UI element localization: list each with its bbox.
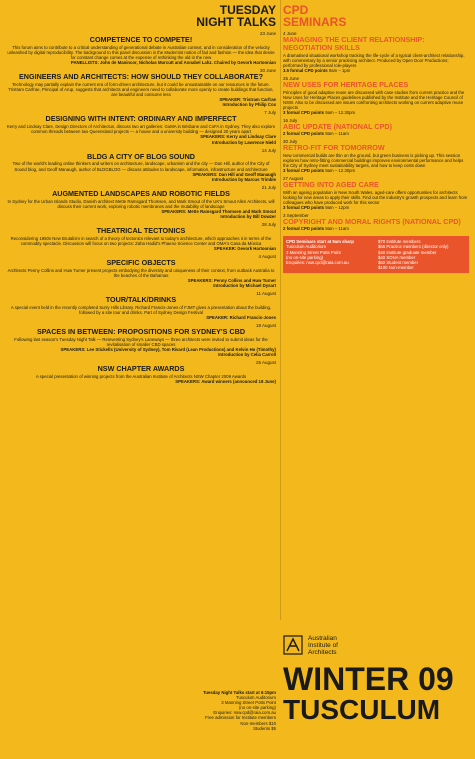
talk-speaker: PANELLISTS: John de Manincor, Nicholas Murcutt and Annabel Lahz. Chaired by Gevork Hartoonian bbox=[70, 60, 276, 66]
talk-title: THEATRICAL TECTONICS bbox=[96, 225, 186, 235]
talk-description: Architects Penny Collins and Huw Turner present projects embodying the diversity and uniqueness of their context, from outback Australia to the beaches of the Bahamas bbox=[7, 267, 275, 278]
talk-description: A special presentation of winning projects from the Australian Institute of Architects NSW Chapter 2009 Awards bbox=[35, 374, 247, 380]
seminar-item bbox=[283, 213, 469, 231]
talk-description: This forum aims to contribute to a critical understanding of generational debate in Australian context, and in consideration of the velocity unleashed by digital reproducibility. The background to this panel discussion is the Modernist notion of fad and fashion — the idea that desire for constant change comes at the expense of rethinking the old in the new bbox=[7, 44, 275, 60]
talk-item bbox=[6, 291, 276, 320]
talk-introduction: Introduction by Celia Carroll bbox=[218, 352, 276, 358]
talk-description: Reconsidering 1950s New Brutalism in search of a theory of tectonics relevant to today's architecture, which approaches it in terms of the commodity spectacle. Discussion will focus on two projects: Zaha Hadid's Phaeno Science Center and OMA's Casa da Música bbox=[10, 235, 272, 246]
talk-speaker: SPEAKERS: Kerry and Lindsay Clare bbox=[200, 134, 276, 140]
aia-logo-text bbox=[308, 635, 338, 656]
talk-title: AUGMENTED LANDSCAPES AND ROBOTIC FIELDS bbox=[52, 188, 230, 198]
seminar-cpd-points bbox=[283, 168, 469, 173]
talks-header-line-2: NIGHT TALKS bbox=[196, 15, 276, 29]
talk-item bbox=[6, 68, 276, 107]
seminar-title: GETTING INTO AGED CARE bbox=[283, 180, 379, 190]
cpd-seminars-column bbox=[283, 4, 469, 273]
column-divider bbox=[280, 0, 281, 620]
seminar-time: 9am – 1pm bbox=[328, 67, 351, 73]
talk-introduction: Introduction by Lawrence Nield bbox=[212, 139, 276, 145]
cpd-price-line: $70 Institute members bbox=[378, 239, 421, 245]
tuesday-night-talks-column bbox=[6, 4, 276, 384]
seminar-item bbox=[283, 31, 469, 73]
talk-title: ENGINEERS AND ARCHITECTS: HOW SHOULD THEY COLLABORATE? bbox=[19, 72, 263, 82]
talk-title: SPACES IN BETWEEN: PROPOSITIONS FOR SYDNEY'S CBD bbox=[36, 327, 246, 337]
talk-description: Kerry and Lindsay Clare, Design Directors of Architectus, discuss two art galleries: GoMA in Brisbane and CoFA in Sydney. They also explore common threads between two Queensland projects — a house and a university building — designed 20 years apart bbox=[6, 124, 276, 135]
cpd-points-value: 3 formal CPD points bbox=[283, 205, 325, 211]
cpd-points-value: 3 formal CPD points bbox=[283, 168, 325, 174]
seminar-title: NEW USES FOR HERITAGE PLACES bbox=[283, 79, 409, 89]
cpd-points-value: 2 formal CPD points bbox=[283, 226, 325, 232]
talk-item bbox=[6, 222, 276, 251]
talk-date: 30 June bbox=[259, 68, 276, 74]
logo-line-1: Australian bbox=[308, 634, 337, 642]
talk-item bbox=[6, 148, 276, 182]
talk-speaker: SPEAKER: Tristram Carfrae bbox=[219, 97, 276, 103]
cpd-venue-line: Enquiries: nsw.cpd@raia.com.au bbox=[286, 259, 349, 265]
talk-speaker: SPEAKERS: Award winners (announced 18 June) bbox=[175, 379, 276, 385]
cpd-points-value: 2 formal CPD points bbox=[283, 131, 325, 137]
footer-line: 3 Manning Street Potts Point bbox=[221, 700, 276, 706]
talk-item bbox=[6, 254, 276, 288]
seminars-list bbox=[283, 31, 469, 231]
talk-item bbox=[6, 31, 276, 65]
footer-line: Tusculum Auditorium bbox=[236, 695, 276, 701]
logo-line-2: Institute of bbox=[308, 641, 338, 649]
talk-date: 21 July bbox=[261, 184, 276, 190]
cpd-points-value: 3.5 formal CPD points bbox=[283, 67, 328, 73]
footer-line: Free admission for Institute members bbox=[205, 715, 276, 721]
seminar-date: 4 June bbox=[283, 31, 297, 36]
talks-footer-info bbox=[6, 690, 276, 731]
seminar-item bbox=[283, 76, 469, 115]
cpd-header-line-1: CPD bbox=[283, 3, 309, 17]
seminar-cpd-points bbox=[283, 110, 469, 115]
talk-title: SPECIFIC OBJECTS bbox=[106, 258, 176, 268]
seminar-time: 9am – 12.30pm bbox=[325, 110, 356, 116]
cpd-price-line: $100 Non-member bbox=[378, 264, 414, 270]
cpd-venue-line: (no on-site parking) bbox=[286, 254, 324, 260]
seminar-time: 9am – 12.30pm bbox=[325, 168, 356, 174]
talk-title: NSW CHAPTER AWARDS bbox=[97, 364, 185, 374]
cpd-price-line: $40 Institute graduate member bbox=[378, 249, 437, 255]
aia-logo bbox=[283, 632, 469, 658]
cpd-price-line: $40 SONA member bbox=[378, 254, 416, 260]
cpd-venue-line: CPD Seminars start at 9am sharp bbox=[286, 239, 354, 245]
footer-line: (no on-site parking) bbox=[238, 705, 276, 711]
footer-line: Non-members $10 bbox=[240, 720, 276, 726]
talk-description: Technology may partially explain the current era of form-driven architecture, but it could be unsustainable on our resources in the future. Tristram Carfrae, Principal of Arup, suggests that architects and engineers need to collaborate more openly to create buildings that function, are beautiful and consume less bbox=[8, 81, 274, 98]
talk-introduction: Introduction by Bill Dowzer bbox=[220, 213, 276, 219]
seminar-cpd-points bbox=[283, 68, 469, 73]
seminar-date: 27 August bbox=[283, 176, 304, 182]
season-title: WINTER 09 bbox=[283, 661, 454, 697]
seminar-title: RETRO-FIT FOR TOMORROW bbox=[283, 143, 385, 153]
seminar-time: 9am – 11am bbox=[325, 131, 349, 137]
talk-introduction: Introduction by Michael Dysart bbox=[213, 283, 276, 289]
talk-date: 7 July bbox=[264, 110, 276, 116]
seminar-item bbox=[283, 139, 469, 173]
footer-line: Students $5 bbox=[253, 725, 276, 731]
seminar-title: COPYRIGHT AND MORAL RIGHTS (NATIONAL CPD) bbox=[283, 217, 461, 227]
seminar-description: With an ageing population in New South Wales, aged-care offers opportunities for architects looking for new areas to apply their skills. Find out the industry's growth prospects and learn from colleagues who have produced work for this sector bbox=[283, 190, 468, 206]
talk-date: 4 August bbox=[258, 254, 276, 260]
talks-list bbox=[6, 31, 276, 384]
talk-date: 18 August bbox=[255, 323, 276, 329]
talk-speaker: SPEAKERS: Dan Hill and Geoff Manaugh bbox=[192, 171, 276, 177]
talk-date: 23 June bbox=[259, 31, 276, 36]
talks-header-line-1: TUESDAY bbox=[219, 3, 276, 17]
talk-description: Two of the world's leading online thinkers and writers on architecture, landscape, urbanism and the city — Dan Hill, author of the City of Sound blog, and Geoff Manaugh, author of BLDGBLOG — discuss attitudes to landscape, information, infrastructure and architecture bbox=[12, 161, 270, 172]
talk-item bbox=[6, 185, 276, 219]
cpd-price-line: $65 Practice members (director only) bbox=[378, 244, 449, 250]
talk-date: 11 August bbox=[256, 291, 276, 297]
seminar-date: 3 September bbox=[283, 213, 309, 219]
seminar-date: 16 July bbox=[283, 118, 298, 124]
seminar-description: Principles of good adaptive reuse are discussed with case studies from current practice and the New Uses for Heritage Places guidelines published by the Institute and the Heritage Council of NSW. Also to be discussed are issues confronting architects working on current adaptive reuse projects bbox=[283, 89, 465, 111]
cpd-price-line: $50 Student member bbox=[378, 259, 419, 265]
talk-introduction: Introduction by Marcus Trimble bbox=[212, 176, 276, 182]
talk-item bbox=[6, 323, 276, 357]
seminar-description: A dramatised situational workshop tracking the life-cycle of a typical client-architect relationship, with commentary by a senior practising architect. Produced by Open Door Productions; performed by professional role-players bbox=[283, 52, 465, 68]
talk-date: 28 July bbox=[261, 221, 276, 227]
talk-description: Following last season's Tuesday Night Talk — Reinventing Sydney's Laneways — three architects were invited to submit ideas for the revitalisation of smaller CBD spaces bbox=[14, 337, 268, 348]
talk-speaker: SPEAKERS: Lee Stickells (University of Sydney), Tom Rivard (Lean Productions) and Kelvin Ho (Timothy) bbox=[60, 347, 276, 353]
talks-header bbox=[6, 4, 276, 28]
seminar-date: 25 June bbox=[283, 75, 300, 81]
footer-line: Enquiries: nsw.cpd@raia.com.au bbox=[213, 710, 276, 716]
talk-date: 25 August bbox=[255, 360, 276, 366]
seminar-item bbox=[283, 176, 469, 210]
talk-speaker: SPEAKER: Gevork Hartoonian bbox=[213, 245, 276, 251]
cpd-header bbox=[283, 4, 469, 28]
talk-speaker: SPEAKERS: Penny Collins and Huw Turner bbox=[187, 278, 276, 284]
cpd-pricing bbox=[378, 239, 466, 270]
seminar-time: 9am – 11am bbox=[325, 226, 349, 232]
cpd-venue-info bbox=[286, 239, 372, 270]
talk-title: DESIGNING WITH INTENT: ORDINARY AND IMPERFECT bbox=[45, 114, 237, 124]
talk-description: A special event held in the recently completed Surry Hills Library. Richard Francis-Jones of FJMT gives a presentation about the building, followed by a site tour and drinks. Part of Sydney Design Festival bbox=[10, 305, 272, 316]
talk-title: BLDG A CITY OF BLOG SOUND bbox=[87, 151, 195, 161]
logo-line-3: Architects bbox=[308, 648, 337, 656]
talk-introduction: Introduction by Philip Cox bbox=[222, 102, 276, 108]
seminar-cpd-points bbox=[283, 205, 469, 210]
cpd-venue-line: Tusculum Auditorium bbox=[286, 244, 326, 250]
cpd-info-box bbox=[283, 236, 469, 273]
seminar-description: New commercial builds are thin on the ground, but green business is picking up. This session explores how retro-fitting commercial buildings improves environmental performance and helps the City of Sydney meet sustainability targets, and how to keep costs down bbox=[283, 152, 464, 169]
seminar-cpd-points bbox=[283, 226, 469, 231]
talk-title: TOUR/TALK/DRINKS bbox=[105, 295, 177, 305]
talk-title: COMPETENCE TO COMPETE! bbox=[89, 35, 193, 44]
seminar-title: MANAGING THE CLIENT RELATIONSHIP: NEGOTIATION SKILLS bbox=[283, 35, 425, 52]
talk-date: 14 July bbox=[261, 147, 276, 153]
talk-speaker: SPEAKERS: Mette Ramsgard Thomsen and Mark Smout bbox=[161, 208, 276, 214]
talk-item bbox=[6, 110, 276, 144]
cpd-venue-line: 3 Manning Street Potts Point bbox=[286, 249, 341, 255]
seminar-date: 30 July bbox=[283, 139, 298, 145]
cpd-header-line-2: SEMINARS bbox=[283, 15, 347, 29]
seminar-cpd-points bbox=[283, 131, 469, 136]
cpd-points-value: 3 formal CPD points bbox=[283, 110, 325, 116]
talk-description: In Sydney for the Urban Islands Studio, Danish architect Mette Ramsgard Thomsen, and Mark Smout of the UK's Smout Allen Architects, will discuss their current work, exploring robotic membranes and the mutability of landscape bbox=[7, 198, 275, 209]
talk-speaker: SPEAKER: Richard Francis-Jones bbox=[206, 315, 276, 321]
talk-item bbox=[6, 360, 276, 384]
seminar-title: ABIC UPDATE (NATIONAL CPD) bbox=[283, 122, 393, 132]
seminar-time: 9am – 12pm bbox=[325, 205, 350, 211]
footer-line: Tuesday Night Talks start at 6:15pm bbox=[203, 690, 276, 695]
venue-title: TUSCULUM bbox=[283, 694, 441, 725]
seminar-item bbox=[283, 118, 469, 136]
aia-logo-icon bbox=[283, 635, 303, 655]
